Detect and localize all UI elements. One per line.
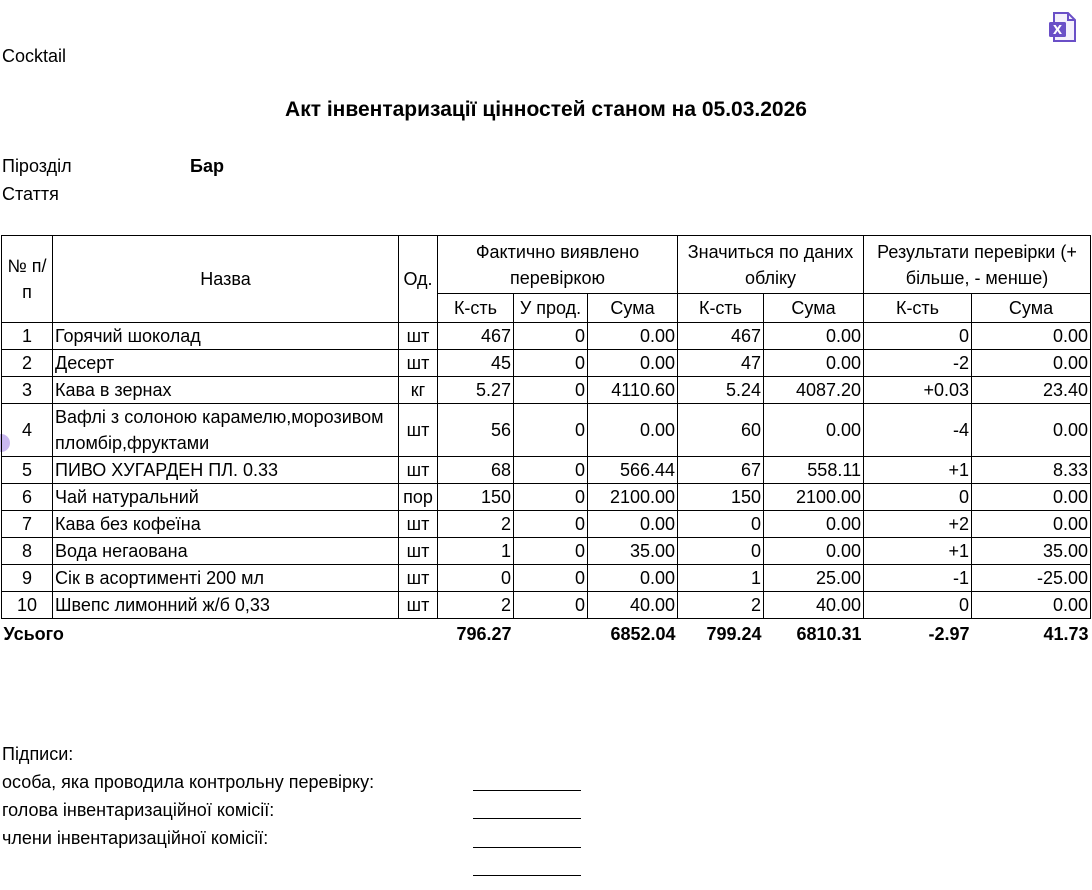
- cell-name: Вафлі з солоною карамелю,морозивом пломбір,фруктами: [53, 404, 399, 457]
- cell-actual-sum: 566.44: [588, 457, 678, 484]
- cell-accounting-qty: 0: [678, 538, 764, 565]
- cell-actual-sum: 40.00: [588, 592, 678, 619]
- cell-unit: пор: [399, 484, 438, 511]
- table-row: [2, 350, 1091, 377]
- cell-result-sum: 8.33: [972, 457, 1091, 484]
- cell-unit: шт: [399, 350, 438, 377]
- cell-actual-in-sale: 0: [514, 538, 588, 565]
- cell-actual-in-sale: 0: [514, 484, 588, 511]
- total-qty: 796.27: [456, 624, 512, 644]
- cell-accounting-sum: 2100.00: [764, 484, 864, 511]
- cell-actual-sum: 0.00: [588, 350, 678, 377]
- cell-accounting-qty: 67: [678, 457, 764, 484]
- cell-unit: шт: [399, 404, 438, 457]
- signature-blank: [473, 818, 581, 819]
- cell-actual-sum: 0.00: [588, 404, 678, 457]
- table-row: [2, 538, 1091, 565]
- excel-icon: [1046, 10, 1080, 44]
- export-excel-button[interactable]: [1046, 10, 1080, 44]
- cell-name: Вода негаована: [53, 538, 399, 565]
- cell-name: ПИВО ХУГАРДЕН ПЛ. 0.33: [53, 457, 399, 484]
- cell-unit: шт: [399, 592, 438, 619]
- svg-text:X: X: [1052, 23, 1063, 37]
- table-row: [2, 404, 1091, 457]
- cell-result-sum: 35.00: [972, 538, 1091, 565]
- cell-result-qty: +2: [864, 511, 972, 538]
- article-row: [2, 184, 59, 205]
- total-row: [2, 619, 1091, 650]
- cell-num: 3: [2, 377, 53, 404]
- cell-result-sum: 23.40: [972, 377, 1091, 404]
- cell-actual-qty: 68: [438, 457, 514, 484]
- cell-result-qty: -1: [864, 565, 972, 592]
- cell-result-qty: +0.03: [864, 377, 972, 404]
- cell-actual-sum: 0.00: [588, 565, 678, 592]
- cell-name: Швепс лимонний ж/б 0,33: [53, 592, 399, 619]
- signature-line-members: члени інвентаризаційної комісії:: [2, 828, 269, 848]
- cell-actual-qty: 45: [438, 350, 514, 377]
- cell-actual-in-sale: 0: [514, 323, 588, 350]
- cell-accounting-sum: 558.11: [764, 457, 864, 484]
- header-actual-sum: Сума: [588, 294, 678, 323]
- cell-accounting-sum: 0.00: [764, 404, 864, 457]
- cell-num: 10: [2, 592, 53, 619]
- table-row: [2, 457, 1091, 484]
- table-row: [2, 565, 1091, 592]
- total-sum: 6852.04: [610, 624, 676, 644]
- cell-accounting-sum: 0.00: [764, 538, 864, 565]
- cell-actual-qty: 467: [438, 323, 514, 350]
- cell-name: Кава без кофеїна: [53, 511, 399, 538]
- cell-name: Чай натуральний: [53, 484, 399, 511]
- header-actual-qty: К-сть: [438, 294, 514, 323]
- cell-result-qty: -2: [864, 350, 972, 377]
- cell-num: 5: [2, 457, 53, 484]
- cell-num: 6: [2, 484, 53, 511]
- cell-num: 8: [2, 538, 53, 565]
- cell-result-sum: -25.00: [972, 565, 1091, 592]
- cell-actual-qty: 150: [438, 484, 514, 511]
- cell-accounting-qty: 60: [678, 404, 764, 457]
- cell-unit: шт: [399, 511, 438, 538]
- cell-name: Горячий шоколад: [53, 323, 399, 350]
- header-num: № п/п: [2, 236, 53, 323]
- cell-name: Кава в зернах: [53, 377, 399, 404]
- cell-result-qty: +1: [864, 538, 972, 565]
- cell-actual-qty: 2: [438, 511, 514, 538]
- header-name: Назва: [53, 236, 399, 323]
- header-accounting: Значиться по даних обліку: [678, 236, 864, 294]
- header-actual-in-sale: У прод.: [514, 294, 588, 323]
- total-label: Усього: [3, 624, 64, 644]
- header-accounting-sum: Сума: [764, 294, 864, 323]
- header-result-qty: К-сть: [864, 294, 972, 323]
- division-value: Бар: [190, 156, 224, 176]
- cell-actual-sum: 4110.60: [588, 377, 678, 404]
- cell-unit: шт: [399, 323, 438, 350]
- cell-result-qty: +1: [864, 457, 972, 484]
- cell-result-qty: -4: [864, 404, 972, 457]
- cell-actual-qty: 1: [438, 538, 514, 565]
- cell-actual-in-sale: 0: [514, 565, 588, 592]
- header-accounting-qty: К-сть: [678, 294, 764, 323]
- cell-unit: шт: [399, 457, 438, 484]
- cell-accounting-sum: 0.00: [764, 511, 864, 538]
- cell-actual-in-sale: 0: [514, 457, 588, 484]
- total-accounting-sum: 6810.31: [796, 624, 862, 644]
- table-row: [2, 377, 1091, 404]
- cell-actual-qty: 2: [438, 592, 514, 619]
- cell-accounting-sum: 4087.20: [764, 377, 864, 404]
- signatures-block: [2, 740, 374, 852]
- cell-result-sum: 0.00: [972, 484, 1091, 511]
- cell-name: Сік в асортименті 200 мл: [53, 565, 399, 592]
- division-label: Пірозділ: [2, 156, 72, 176]
- total-in-sale: [514, 619, 588, 650]
- cell-result-sum: 0.00: [972, 511, 1091, 538]
- cell-accounting-qty: 150: [678, 484, 764, 511]
- cell-result-qty: 0: [864, 592, 972, 619]
- cell-actual-qty: 56: [438, 404, 514, 457]
- cell-accounting-sum: 25.00: [764, 565, 864, 592]
- signature-blank: [473, 875, 581, 876]
- company-name: Cocktail: [2, 46, 67, 66]
- total-result-qty: -2.97: [928, 624, 970, 644]
- cell-accounting-qty: 1: [678, 565, 764, 592]
- cell-accounting-qty: 5.24: [678, 377, 764, 404]
- signature-line-inspector: особа, яка проводила контрольну перевірку:: [2, 772, 375, 792]
- table-row: [2, 323, 1091, 350]
- table-row: [2, 592, 1091, 619]
- cell-actual-in-sale: 0: [514, 377, 588, 404]
- cell-accounting-qty: 2: [678, 592, 764, 619]
- cell-actual-in-sale: 0: [514, 592, 588, 619]
- signature-blank: [473, 790, 581, 791]
- cell-accounting-sum: 40.00: [764, 592, 864, 619]
- signatures-title: Підписи:: [2, 744, 74, 764]
- signature-blank: [473, 847, 581, 848]
- cell-result-qty: 0: [864, 484, 972, 511]
- cell-accounting-qty: 467: [678, 323, 764, 350]
- cell-result-sum: 0.00: [972, 323, 1091, 350]
- cell-num: 2: [2, 350, 53, 377]
- cell-actual-in-sale: 0: [514, 511, 588, 538]
- cell-result-sum: 0.00: [972, 592, 1091, 619]
- cell-num: 7: [2, 511, 53, 538]
- cell-result-sum: 0.00: [972, 350, 1091, 377]
- header-actual: Фактично виявлено перевіркою: [438, 236, 678, 294]
- cell-accounting-qty: 0: [678, 511, 764, 538]
- cell-num: 4: [2, 404, 53, 457]
- cell-accounting-sum: 0.00: [764, 350, 864, 377]
- cell-actual-in-sale: 0: [514, 404, 588, 457]
- header-result: Результати перевірки (+ більше, - менше): [864, 236, 1091, 294]
- cell-unit: кг: [399, 377, 438, 404]
- header-result-sum: Сума: [972, 294, 1091, 323]
- total-result-sum: 41.73: [1043, 624, 1089, 644]
- document-title: Акт інвентаризації цінностей станом на 05.03.2026: [285, 98, 807, 121]
- cell-result-qty: 0: [864, 323, 972, 350]
- cell-actual-qty: 0: [438, 565, 514, 592]
- table-row: [2, 484, 1091, 511]
- cell-actual-sum: 0.00: [588, 511, 678, 538]
- total-accounting-qty: 799.24: [706, 624, 762, 644]
- cell-actual-in-sale: 0: [514, 350, 588, 377]
- cell-accounting-qty: 47: [678, 350, 764, 377]
- inventory-table: [1, 235, 1091, 649]
- cell-actual-sum: 2100.00: [588, 484, 678, 511]
- cell-actual-sum: 35.00: [588, 538, 678, 565]
- cell-num: 1: [2, 323, 53, 350]
- cell-name: Десерт: [53, 350, 399, 377]
- table-row: [2, 511, 1091, 538]
- cell-result-sum: 0.00: [972, 404, 1091, 457]
- cell-num: 9: [2, 565, 53, 592]
- article-label: Стаття: [2, 184, 59, 204]
- signature-line-chairman: голова інвентаризаційної комісії:: [2, 800, 275, 820]
- cell-unit: шт: [399, 538, 438, 565]
- cell-actual-qty: 5.27: [438, 377, 514, 404]
- header-unit: Од.: [399, 236, 438, 323]
- division-row: [2, 156, 224, 177]
- cell-unit: шт: [399, 565, 438, 592]
- cell-accounting-sum: 0.00: [764, 323, 864, 350]
- cell-actual-sum: 0.00: [588, 323, 678, 350]
